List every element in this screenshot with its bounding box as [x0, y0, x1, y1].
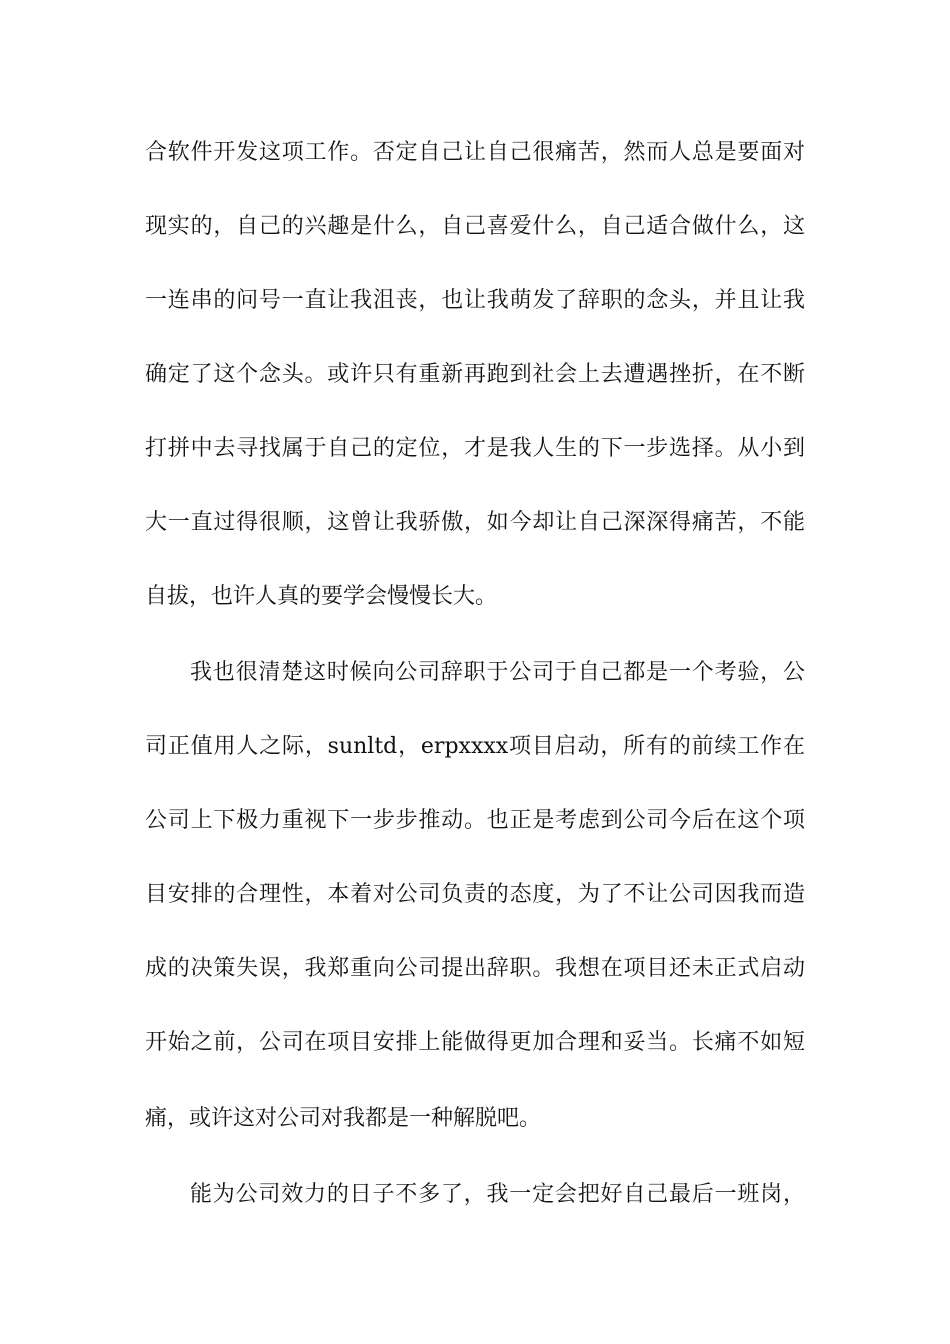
paragraph-first-line: 我也很清楚这时候向公司辞职于公司于自己都是一个考验，公: [190, 660, 805, 685]
text-line: 合软件开发这项工作。否定自己让自己很痛苦，然而人总是要面对: [145, 140, 805, 165]
text-line: 自拔，也许人真的要学会慢慢长大。: [145, 584, 498, 609]
text-line: 痛，或许这对公司对我都是一种解脱吧。: [145, 1106, 542, 1131]
text-line: 目安排的合理性，本着对公司负责的态度，为了不让公司因我而造: [145, 882, 805, 907]
text-line: 确定了这个念头。或许只有重新再跑到社会上去遭遇挫折，在不断: [145, 362, 805, 387]
text-line: 打拼中去寻找属于自己的定位，才是我人生的下一步选择。从小到: [145, 436, 805, 461]
text-line: 司正值用人之际，sunltd，erpxxxx项目启动，所有的前续工作在: [145, 734, 805, 759]
text-line: 开始之前，公司在项目安排上能做得更加合理和妥当。长痛不如短: [145, 1030, 805, 1055]
paragraph-first-line: 能为公司效力的日子不多了，我一定会把好自己最后一班岗，: [190, 1182, 805, 1207]
text-line: 大一直过得很顺，这曾让我骄傲，如今却让自己深深得痛苦，不能: [145, 510, 805, 535]
text-line: 成的决策失误，我郑重向公司提出辞职。我想在项目还未正式启动: [145, 956, 805, 981]
text-line: 现实的，自己的兴趣是什么，自己喜爱什么，自己适合做什么，这: [145, 214, 805, 239]
text-line: 一连串的问号一直让我沮丧，也让我萌发了辞职的念头，并且让我: [145, 288, 805, 313]
text-line: 公司上下极力重视下一步步推动。也正是考虑到公司今后在这个项: [145, 808, 805, 833]
